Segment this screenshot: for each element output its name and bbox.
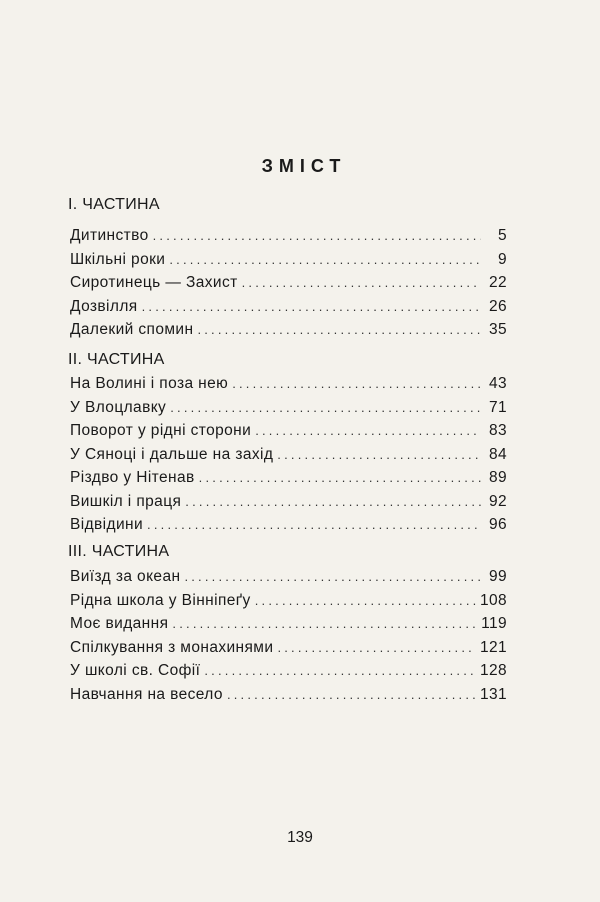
toc-list (70, 375, 507, 540)
dot-leader (204, 663, 476, 678)
entry-title: На Волині і поза нею (70, 375, 229, 392)
toc-entry (70, 639, 507, 663)
dot-leader (170, 400, 481, 415)
entry-page: 26 (488, 297, 507, 315)
toc-entry (70, 568, 507, 592)
toc-entry (70, 516, 507, 540)
entry-page: 9 (497, 250, 507, 268)
entry-page: 43 (488, 375, 507, 392)
toc-entry (70, 298, 507, 322)
entry-page: 96 (488, 516, 507, 533)
entry-title: Дозвілля (70, 297, 138, 315)
dot-leader (199, 470, 481, 485)
dot-leader (169, 252, 481, 267)
dot-leader (227, 687, 476, 702)
toc-list (70, 227, 507, 345)
entry-title: У школі св. Софії (70, 662, 201, 679)
toc-entry (70, 227, 507, 251)
dot-leader (153, 228, 481, 243)
page-title: ЗМІСТ (261, 156, 347, 176)
entry-title: Навчання на весело (70, 685, 223, 703)
toc-entry (70, 422, 507, 446)
entry-title: Відвідини (70, 516, 144, 533)
entry-title: Виїзд за океан (70, 568, 181, 585)
entry-title: У Влоцлавку (70, 398, 167, 416)
toc-entry (70, 321, 507, 345)
toc-entry (70, 274, 507, 298)
dot-leader (184, 569, 481, 584)
part-heading: ІІІ. ЧАСТИНА (68, 543, 170, 560)
toc-entry (70, 251, 507, 275)
toc-entry (70, 592, 507, 616)
toc-entry (70, 662, 507, 686)
entry-page: 108 (479, 591, 507, 609)
dot-leader (142, 299, 481, 314)
entry-title: Поворот у рідні сторони (70, 422, 252, 439)
entry-title: Рідна школа у Вінніпеґу (70, 591, 251, 609)
entry-page: 131 (479, 685, 507, 703)
toc-entry (70, 615, 507, 639)
entry-page: 71 (488, 398, 507, 416)
entry-page: 119 (481, 615, 507, 632)
toc-entry (70, 686, 507, 710)
entry-title: Дитинство (70, 227, 149, 244)
toc-entry (70, 375, 507, 399)
entry-page: 5 (497, 227, 507, 244)
part-heading: І. ЧАСТИНА (68, 196, 160, 213)
entry-title: Моє видання (70, 615, 169, 632)
part-heading: ІІ. ЧАСТИНА (68, 351, 165, 368)
toc-entry (70, 399, 507, 423)
entry-page: 92 (488, 492, 507, 510)
entry-title: Сиротинець — Захист (70, 274, 238, 291)
entry-page: 121 (479, 638, 507, 656)
dot-leader (255, 423, 481, 438)
page-number: 139 (287, 829, 313, 846)
dot-leader (197, 322, 481, 337)
toc-list (70, 568, 507, 709)
entry-page: 128 (479, 662, 507, 679)
toc-entry (70, 493, 507, 517)
entry-title: Спілкування з монахинями (70, 638, 274, 656)
dot-leader (255, 593, 476, 608)
dot-leader (172, 616, 477, 631)
entry-title: Різдво у Нітенав (70, 469, 195, 486)
entry-page: 89 (488, 469, 507, 486)
entry-page: 22 (488, 274, 507, 291)
dot-leader (277, 640, 476, 655)
dot-leader (147, 517, 481, 532)
dot-leader (185, 494, 481, 509)
entry-title: Вишкіл і праця (70, 492, 182, 510)
toc-entry (70, 469, 507, 493)
entry-title: У Сяноці і дальше на захід (70, 445, 274, 463)
entry-page: 84 (488, 445, 507, 463)
dot-leader (232, 376, 481, 391)
entry-page: 83 (488, 422, 507, 439)
dot-leader (277, 447, 481, 462)
entry-title: Шкільні роки (70, 250, 166, 268)
dot-leader (242, 275, 481, 290)
entry-page: 99 (488, 568, 507, 585)
entry-title: Далекий спомин (70, 321, 194, 338)
entry-page: 35 (488, 321, 507, 338)
toc-entry (70, 446, 507, 470)
